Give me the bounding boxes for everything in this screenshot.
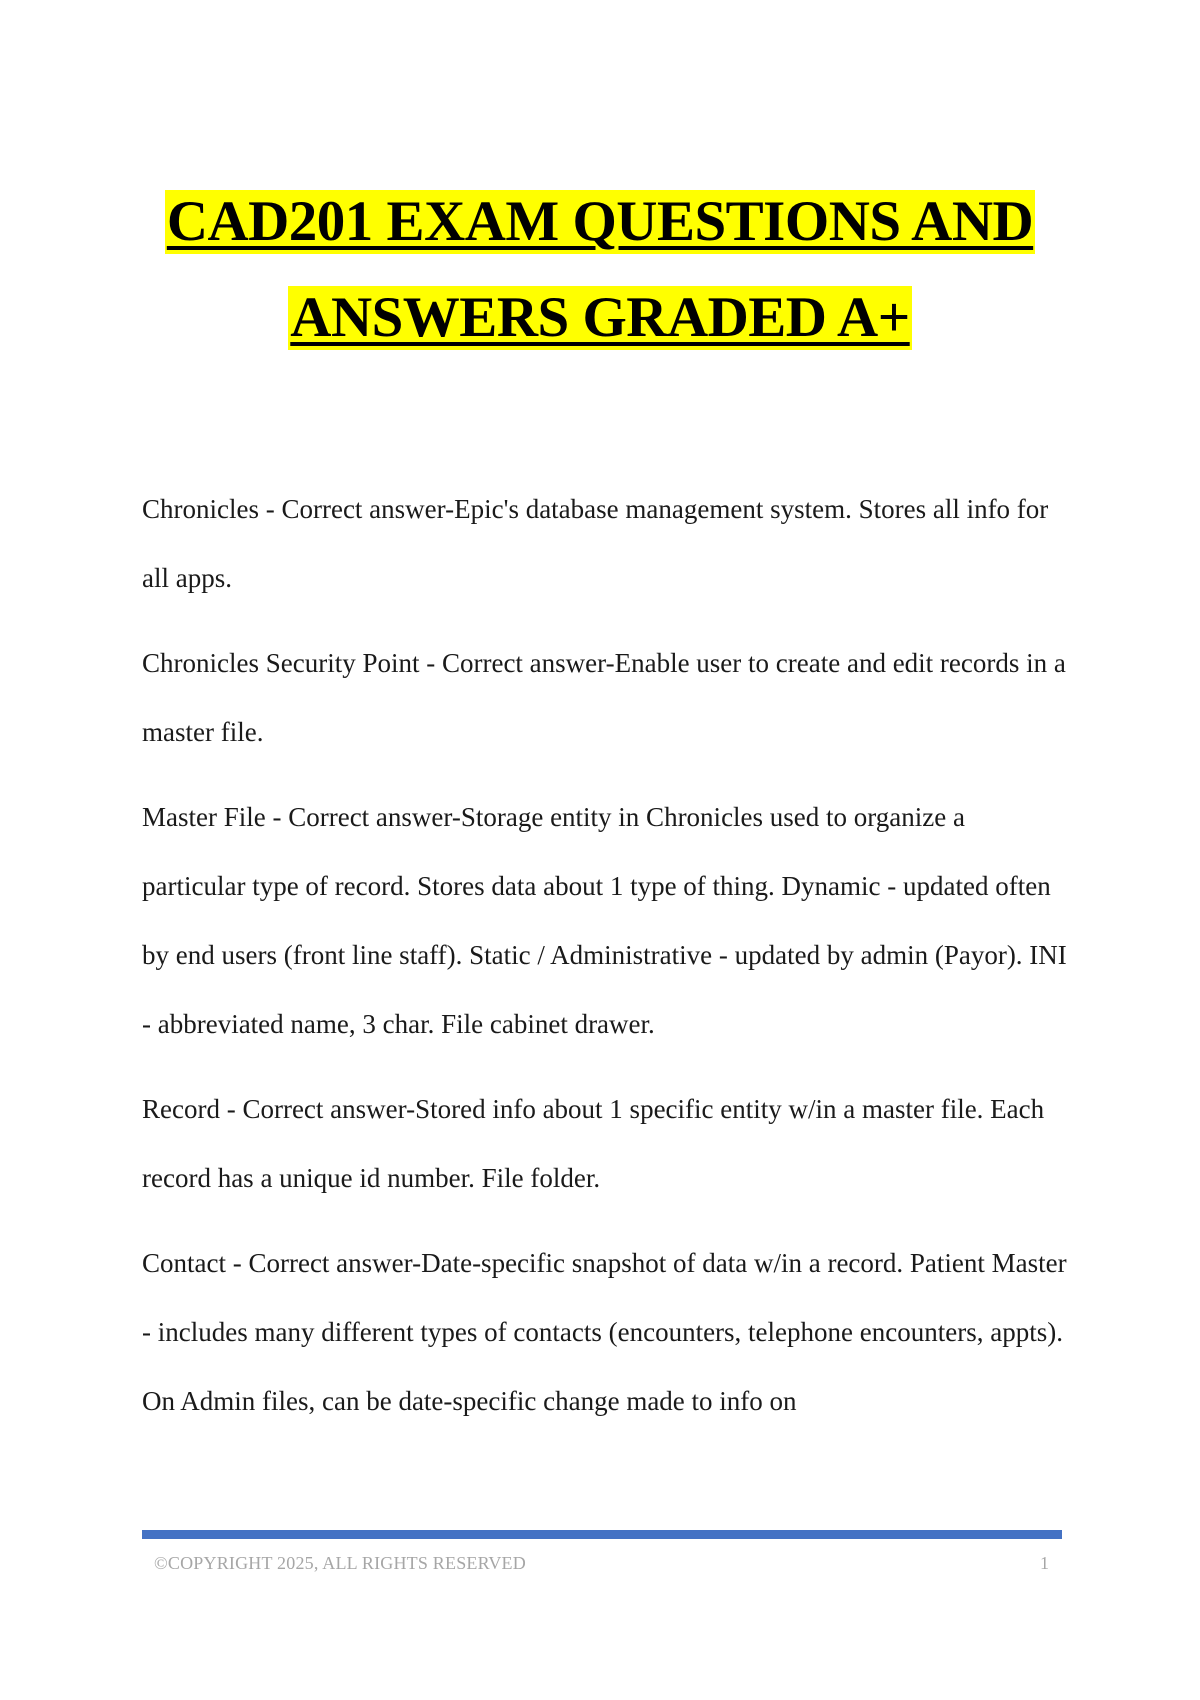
- qa-entries: [142, 475, 1072, 1452]
- qa-entry-record: Record - Correct answer-Stored info about 1 specific entity w/in a master file. Each record has a unique id number. File folder.: [142, 1094, 1045, 1193]
- qa-entry-contact: Contact - Correct answer-Date-specific snapshot of data w/in a record. Patient Master - includes many different types of contacts (encounters, telephone encounters, appts). On Admin files, can be date-specific change made to info on: [142, 1248, 1067, 1416]
- footer-rule: [142, 1530, 1062, 1539]
- qa-entry-chronicles: Chronicles - Correct answer-Epic's database management system. Stores all info for all apps.: [142, 494, 1049, 593]
- document-title: [0, 190, 1200, 382]
- title-line-1: CAD201 EXAM QUESTIONS AND: [166, 190, 1034, 253]
- qa-entry-master-file: Master File - Correct answer-Storage entity in Chronicles used to organize a particular type of record. Stores data about 1 type of thing. Dynamic - updated often by end users (front line staff). Static / Administrative - updated by admin (Payor). INI - abbreviated name, 3 char. File cabinet drawer.: [142, 802, 1067, 1039]
- footer-page-number: 1: [1040, 1553, 1049, 1573]
- footer-copyright: ©COPYRIGHT 2025, ALL RIGHTS RESERVED: [154, 1553, 526, 1573]
- qa-entry-chronicles-security-point: Chronicles Security Point - Correct answer-Enable user to create and edit records in a master file.: [142, 648, 1066, 747]
- title-line-2: ANSWERS GRADED A+: [290, 286, 910, 349]
